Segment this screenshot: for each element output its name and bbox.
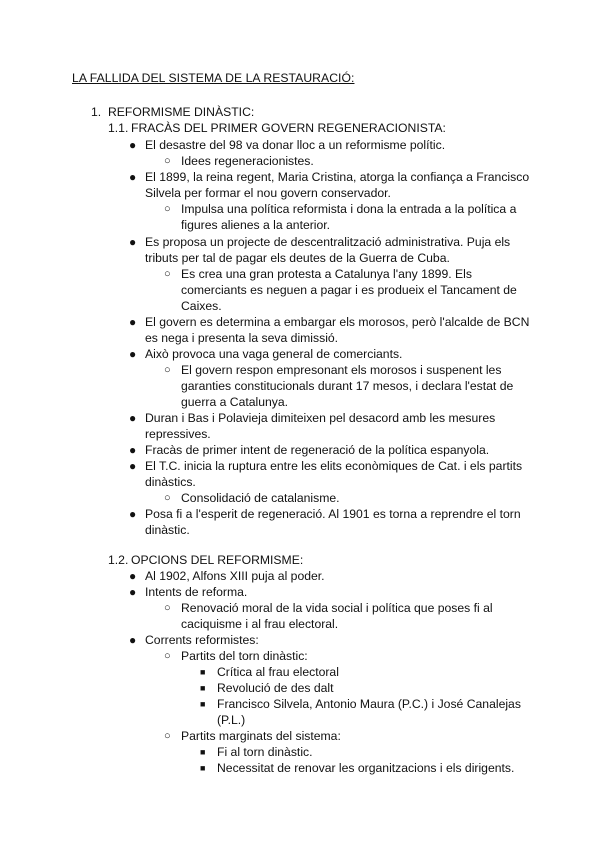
subsection-heading: OPCIONS DEL REFORMISME:	[131, 553, 304, 567]
list-item: Duran i Bas i Polavieja dimiteixen pel desacord amb les mesures	[145, 411, 496, 425]
list-item-continuation: caciquisme i al frau electoral.	[181, 617, 339, 631]
list-item-continuation: Caixes.	[181, 299, 222, 313]
bullet-circle-icon: ○	[164, 730, 171, 742]
list-item-continuation: tributs per tal de pagar els deutes de la Guerra de Cuba.	[145, 251, 450, 265]
list-item: Francisco Silvela, Antonio Maura (P.C.) i José Canalejas	[217, 697, 521, 711]
bullet-square-icon: ■	[200, 667, 206, 677]
list-item-continuation: figures alienes a la anterior.	[181, 218, 331, 232]
bullet-disc-icon: ●	[129, 138, 137, 152]
section-heading: REFORMISME DINÀSTIC:	[108, 105, 255, 119]
bullet-square-icon: ■	[200, 683, 206, 693]
list-item: Revolució de des dalt	[217, 681, 334, 695]
bullet-circle-icon: ○	[164, 650, 171, 662]
bullet-disc-icon: ●	[129, 459, 137, 473]
bullet-circle-icon: ○	[164, 268, 171, 280]
list-item: Impulsa una política reformista i dona la entrada a la política a	[181, 202, 517, 216]
bullet-disc-icon: ●	[129, 235, 137, 249]
list-item: Posa fi a l'esperit de regeneració. Al 1901 es torna a reprendre el torn	[145, 507, 521, 521]
list-item: Es proposa un projecte de descentralització administrativa. Puja els	[145, 235, 511, 249]
list-item-continuation: (P.L.)	[217, 713, 246, 727]
list-item-continuation: garanties constitucionals durant 17 mesos, i declara l'estat de	[181, 379, 514, 393]
list-item: Al 1902, Alfons XIII puja al poder.	[145, 569, 325, 583]
bullet-square-icon: ■	[200, 699, 206, 709]
list-item: Intents de reforma.	[145, 585, 248, 599]
list-item-continuation: es nega i presenta la seva dimissió.	[145, 331, 339, 345]
bullet-disc-icon: ●	[129, 347, 137, 361]
bullet-circle-icon: ○	[164, 203, 171, 215]
bullet-disc-icon: ●	[129, 315, 137, 329]
document-title: LA FALLIDA DEL SISTEMA DE LA RESTAURACIÓ:	[72, 71, 355, 85]
bullet-square-icon: ■	[200, 763, 206, 773]
bullet-circle-icon: ○	[164, 364, 171, 376]
list-item: Partits marginats del sistema:	[181, 729, 341, 743]
list-item: El govern es determina a embargar els morosos, però l'alcalde de BCN	[145, 315, 530, 329]
bullet-disc-icon: ●	[129, 585, 137, 599]
list-item: Consolidació de catalanisme.	[181, 491, 340, 505]
list-item: Partits del torn dinàstic:	[181, 649, 308, 663]
list-item: El T.C. inicia la ruptura entre les elits econòmiques de Cat. i els partits	[145, 459, 523, 473]
bullet-circle-icon: ○	[164, 155, 171, 167]
bullet-disc-icon: ●	[129, 507, 137, 521]
list-item-continuation: dinàstic.	[145, 523, 190, 537]
subsection-number: 1.2.	[108, 553, 129, 567]
bullet-disc-icon: ●	[129, 633, 137, 647]
list-item: Idees regeneracionistes.	[181, 154, 314, 168]
list-item: Crítica al frau electoral	[217, 665, 339, 679]
list-item-continuation: Silvela per formar el nou govern conservador.	[145, 186, 391, 200]
list-item: El desastre del 98 va donar lloc a un reformisme polític.	[145, 138, 446, 152]
list-item: Fracàs de primer intent de regeneració de la política espanyola.	[145, 443, 490, 457]
list-item-continuation: repressives.	[145, 427, 211, 441]
list-item-continuation: dinàstics.	[145, 475, 196, 489]
bullet-disc-icon: ●	[129, 569, 137, 583]
section-number: 1.	[91, 105, 102, 119]
bullet-disc-icon: ●	[129, 443, 137, 457]
list-item: Això provoca una vaga general de comerciants.	[145, 347, 403, 361]
bullet-circle-icon: ○	[164, 492, 171, 504]
list-item: El 1899, la reina regent, Maria Cristina, atorga la confiança a Francisco	[145, 170, 530, 184]
list-item: Renovació moral de la vida social i política que poses fi al	[181, 601, 493, 615]
bullet-circle-icon: ○	[164, 602, 171, 614]
list-item: Corrents reformistes:	[145, 633, 259, 647]
bullet-square-icon: ■	[200, 747, 206, 757]
bullet-disc-icon: ●	[129, 170, 137, 184]
subsection-heading: FRACÀS DEL PRIMER GOVERN REGENERACIONISTA:	[131, 121, 446, 135]
list-item-continuation: comerciants es neguen a pagar i es produeix el Tancament de	[181, 283, 517, 297]
list-item: Fi al torn dinàstic.	[217, 745, 313, 759]
list-item: El govern respon empresonant els morosos i suspenent les	[181, 363, 502, 377]
list-item-continuation: guerra a Catalunya.	[181, 395, 289, 409]
bullet-disc-icon: ●	[129, 411, 137, 425]
list-item: Es crea una gran protesta a Catalunya l'any 1899. Els	[181, 267, 472, 281]
list-item: Necessitat de renovar les organitzacions i els dirigents.	[217, 761, 515, 775]
subsection-number: 1.1.	[108, 121, 129, 135]
